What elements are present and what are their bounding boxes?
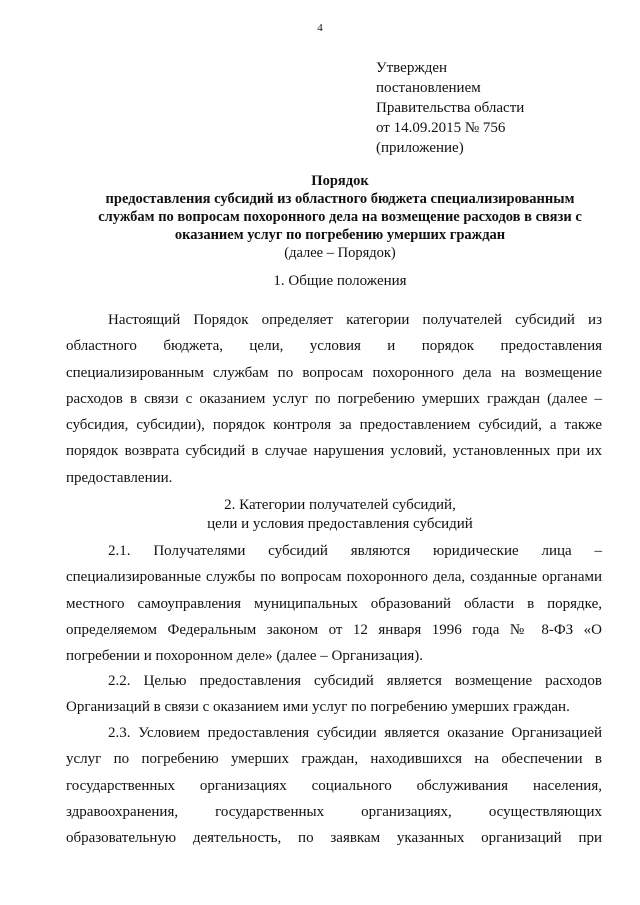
- paragraph-line: Организаций в связи с оказанием ими услуг по погребению умерших граждан.: [66, 699, 570, 716]
- paragraph-2-3: [66, 720, 602, 851]
- paragraph-line: 2.3. Условием предоставления субсидии является оказание Организацией: [108, 725, 602, 741]
- section-1-heading: 1. Общие положения: [273, 273, 407, 289]
- approval-line: Утвержден: [376, 60, 448, 76]
- paragraph-line: 2.1. Получателями субсидий являются юридические лица –: [108, 543, 602, 559]
- paragraph-line: 2.2. Целью предоставления субсидий является возмещение расходов: [108, 673, 602, 689]
- heading-line: цели и условия предоставления субсидий: [207, 516, 473, 532]
- title-line: службам по вопросам похоронного дела на возмещение расходов в связи с: [98, 209, 582, 225]
- paragraph-line: предоставлении.: [66, 469, 173, 486]
- paragraph-line: порядок возврата субсидий в случае нарушения условий, установленных при их: [66, 443, 602, 460]
- paragraph-line: областного бюджета, цели, условия и порядок предоставления: [66, 338, 602, 355]
- paragraph-line: Настоящий Порядок определяет категории получателей субсидий из: [108, 312, 602, 328]
- paragraph-line: здравоохранения, государственных организациях, осуществляющих: [66, 803, 602, 820]
- paragraph-line: услуг по погребению умерших граждан, находившихся на обеспечении в: [66, 751, 602, 768]
- title-line: предоставления субсидий из областного бюджета специализированным: [105, 191, 575, 207]
- paragraph-line: субсидия, субсидии), порядок контроля за предоставлением субсидий, а также: [66, 417, 602, 434]
- document-title: [70, 172, 610, 262]
- paragraph-2-2: [66, 668, 602, 721]
- paragraph-line: специализированным службам по вопросам похоронного дела на возмещение: [66, 364, 602, 381]
- title-note: (далее – Порядок): [284, 245, 396, 261]
- heading-line: 2. Категории получателей субсидий,: [224, 497, 456, 513]
- title-word: Порядок: [311, 173, 369, 189]
- paragraph-line: образовательную деятельность, по заявкам указанных организаций при: [66, 830, 602, 847]
- paragraph-line: расходов в связи с оказанием услуг по погребению умерших граждан (далее –: [66, 390, 602, 407]
- paragraph-line: специализированные службы по вопросам похоронного дела, созданные органами: [66, 569, 602, 586]
- paragraph-line: определяемом Федеральным законом от 12 января 1996 года № 8-ФЗ «О: [66, 621, 602, 638]
- section-2-heading: [70, 496, 610, 534]
- approval-line: постановлением: [376, 80, 481, 96]
- approval-stamp: [376, 58, 524, 158]
- page-number: 4: [317, 22, 323, 34]
- paragraph-line: государственных организациях социального обслуживания населения,: [66, 777, 602, 794]
- paragraph-line: местного самоуправления муниципальных образований области в порядке,: [66, 595, 602, 612]
- section-1-paragraph: [66, 307, 602, 491]
- approval-line: (приложение): [376, 140, 464, 156]
- approval-line: от 14.09.2015 № 756: [376, 120, 506, 136]
- approval-line: Правительства области: [376, 100, 525, 116]
- paragraph-2-1: [66, 538, 602, 669]
- paragraph-line: погребении и похоронном деле» (далее – Организация).: [66, 648, 424, 665]
- title-line: оказанием услуг по погребению умерших граждан: [174, 227, 506, 243]
